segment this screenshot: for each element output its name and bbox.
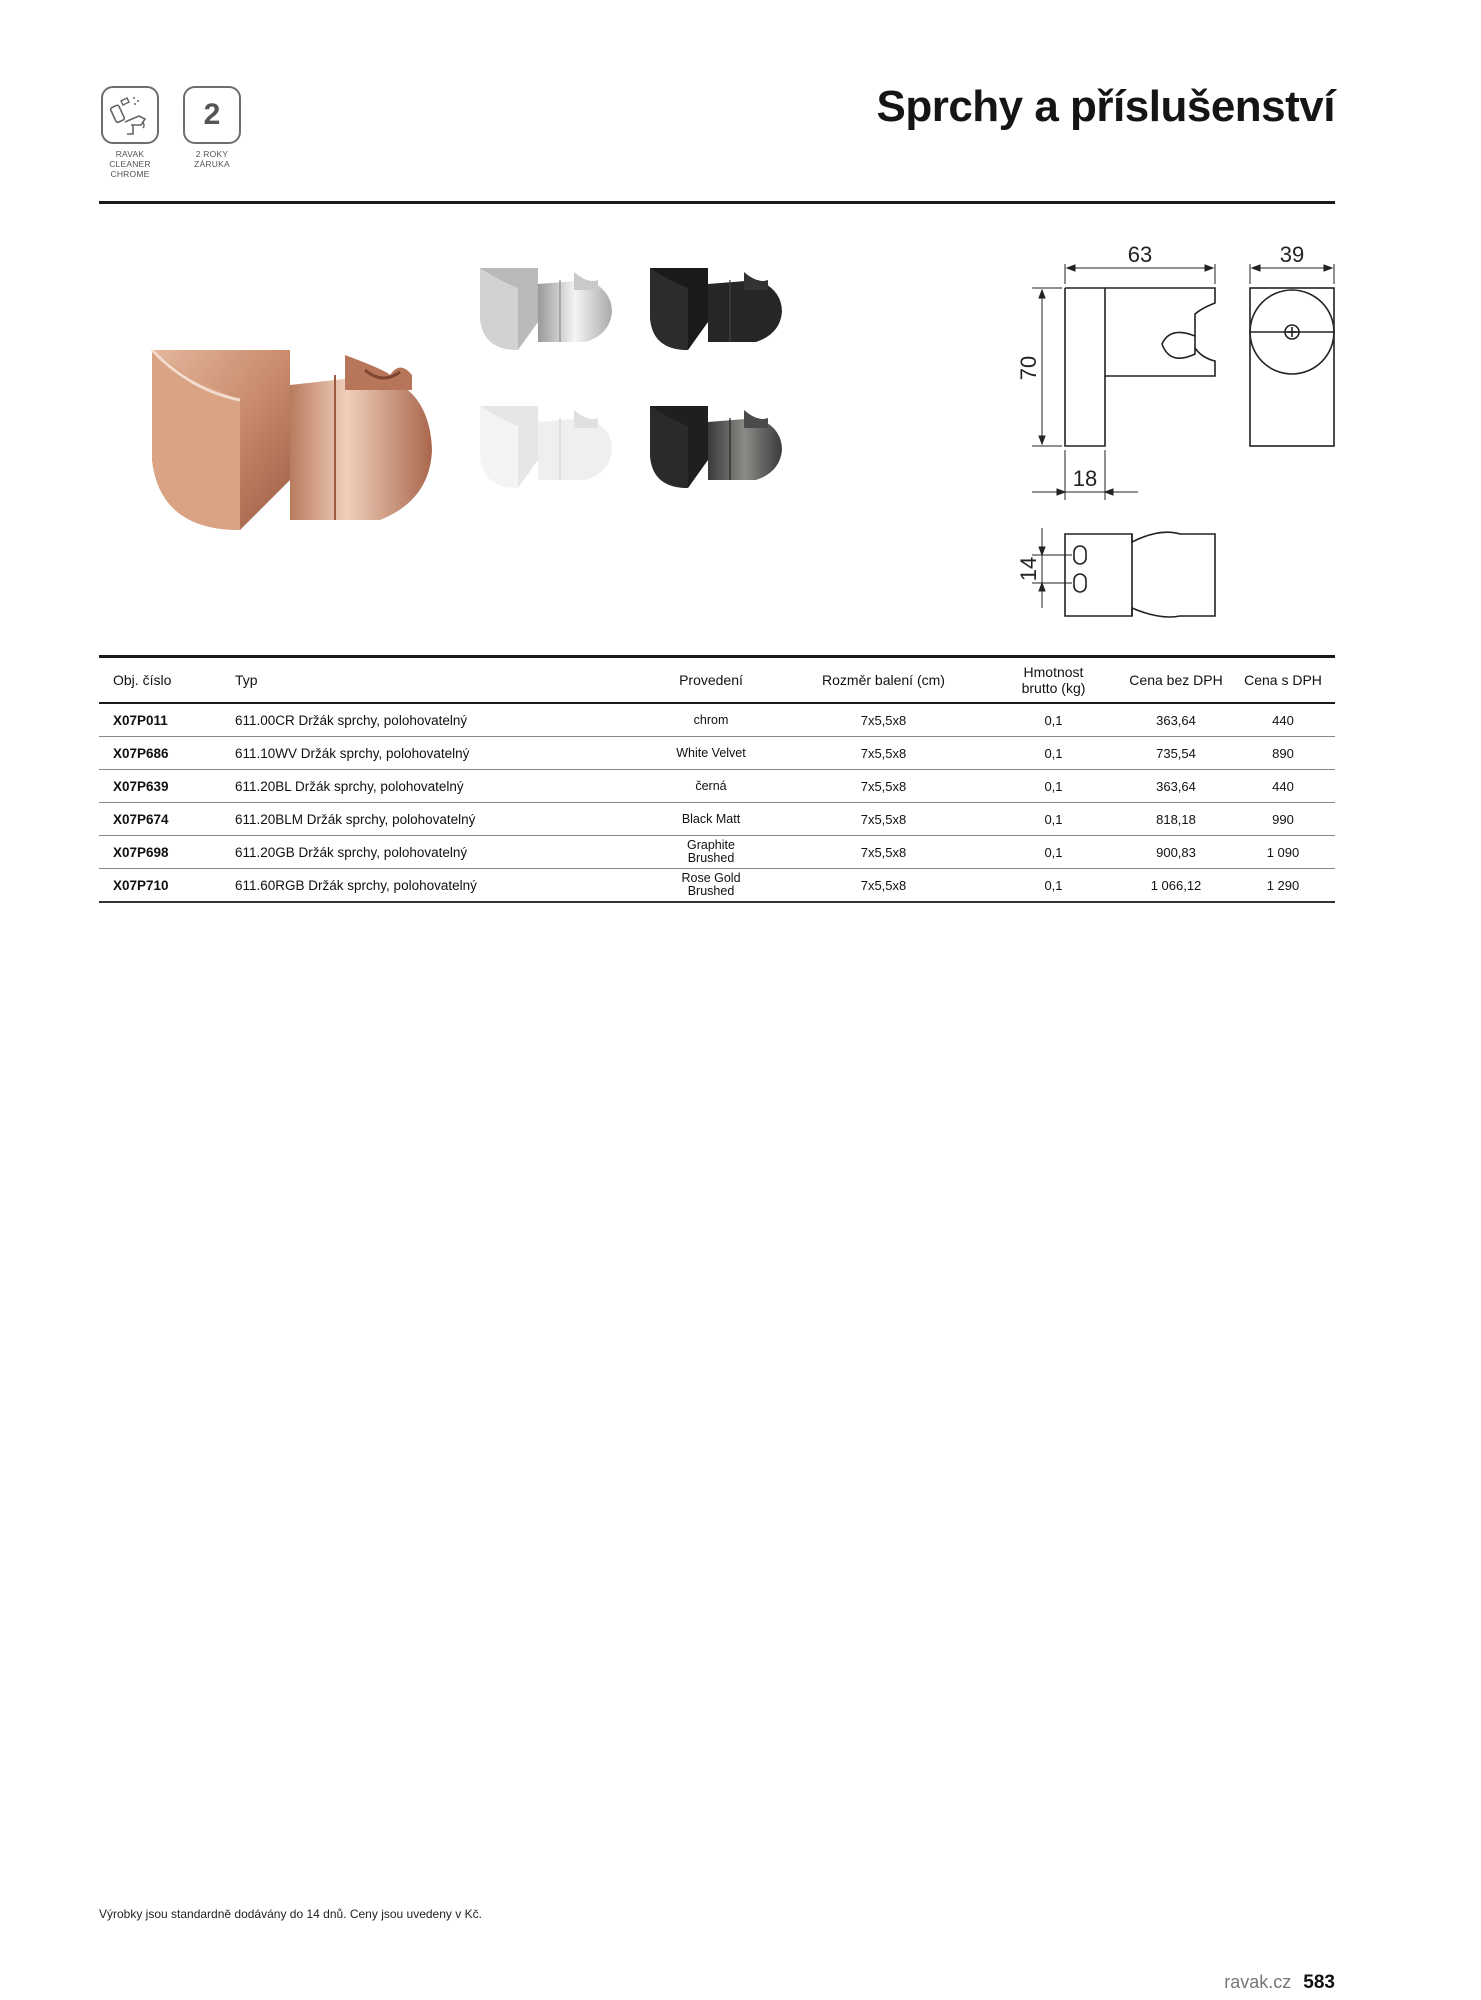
footnote: Výrobky jsou standardně dodávány do 14 dnů. Ceny jsou uvedeny v Kč.	[99, 1907, 482, 1921]
technical-drawing	[1010, 236, 1350, 636]
cell-type: 611.60RGB Držák sprchy, polohovatelný	[221, 869, 641, 903]
product-photo-graphite	[648, 400, 784, 496]
cell-finish: Black Matt	[641, 803, 781, 836]
dim-base-label: 18	[1072, 466, 1098, 491]
cell-type: 611.20BLM Držák sprchy, polohovatelný	[221, 803, 641, 836]
dim-height-label: 70	[1016, 355, 1041, 381]
cell-weight: 0,1	[986, 836, 1121, 869]
col-weight-header: Hmotnost brutto (kg)	[1021, 664, 1086, 696]
cell-weight: 0,1	[986, 803, 1121, 836]
cell-weight: 0,1	[986, 703, 1121, 737]
cell-code: X07P674	[99, 803, 221, 836]
cell-code: X07P011	[99, 703, 221, 737]
cell-package: 7x5,5x8	[781, 737, 986, 770]
cell-type: 611.10WV Držák sprchy, polohovatelný	[221, 737, 641, 770]
col-finish-header: Provedení	[679, 672, 743, 688]
site-link[interactable]: ravak.cz	[1224, 1972, 1292, 1992]
cell-price-net: 818,18	[1121, 803, 1231, 836]
col-price-gross-header: Cena s DPH	[1244, 672, 1322, 688]
col-price-net-header: Cena bez DPH	[1129, 672, 1223, 688]
col-package-header: Rozměr balení (cm)	[822, 672, 945, 688]
cell-weight: 0,1	[986, 737, 1121, 770]
cell-package: 7x5,5x8	[781, 803, 986, 836]
cell-weight: 0,1	[986, 869, 1121, 903]
title-divider	[99, 201, 1335, 204]
badge-caption: 2 ROKY ZÁRUKA	[194, 149, 230, 169]
cell-type: 611.20BL Držák sprchy, polohovatelný	[221, 770, 641, 803]
badge-frame	[101, 86, 159, 144]
page-footer	[1224, 1972, 1335, 1994]
table-row	[99, 869, 1335, 903]
badge-frame	[183, 86, 241, 144]
cell-type: 611.00CR Držák sprchy, polohovatelný	[221, 703, 641, 737]
cleaner-badge	[99, 86, 161, 179]
cell-code: X07P710	[99, 869, 221, 903]
cell-code: X07P698	[99, 836, 221, 869]
cell-price-gross: 440	[1231, 770, 1335, 803]
cell-price-gross: 440	[1231, 703, 1335, 737]
cell-code: X07P686	[99, 737, 221, 770]
page-number: 583	[1303, 1972, 1335, 1993]
cell-type: 611.20GB Držák sprchy, polohovatelný	[221, 836, 641, 869]
table-row	[99, 703, 1335, 737]
table-row	[99, 737, 1335, 770]
cell-package: 7x5,5x8	[781, 770, 986, 803]
cell-finish: černá	[641, 770, 781, 803]
table-header-row	[99, 657, 1335, 704]
cleaner-spray-icon	[107, 92, 153, 138]
cell-finish: White Velvet	[641, 737, 781, 770]
col-type-header: Typ	[235, 672, 258, 688]
cell-finish: Graphite Brushed	[641, 836, 781, 869]
cell-price-gross: 890	[1231, 737, 1335, 770]
badge-row	[99, 86, 243, 179]
cell-package: 7x5,5x8	[781, 703, 986, 737]
cell-price-gross: 1 090	[1231, 836, 1335, 869]
cell-price-net: 363,64	[1121, 770, 1231, 803]
table-row	[99, 836, 1335, 869]
table-row	[99, 803, 1335, 836]
badge-caption: RAVAK CLEANER CHROME	[109, 149, 151, 179]
warranty-years: 2	[203, 98, 221, 131]
dim-depth-label: 39	[1279, 242, 1305, 267]
table-row	[99, 770, 1335, 803]
page-title: Sprchy a příslušenství	[876, 82, 1335, 131]
product-photo-white	[478, 400, 614, 496]
cell-package: 7x5,5x8	[781, 869, 986, 903]
cell-finish: chrom	[641, 703, 781, 737]
cell-price-gross: 990	[1231, 803, 1335, 836]
product-photo-black	[648, 262, 784, 358]
cell-price-net: 735,54	[1121, 737, 1231, 770]
product-table	[99, 655, 1335, 903]
cell-finish: Rose Gold Brushed	[641, 869, 781, 903]
warranty-badge	[181, 86, 243, 179]
cell-price-gross: 1 290	[1231, 869, 1335, 903]
product-photo-rose-gold	[150, 330, 435, 540]
cell-price-net: 900,83	[1121, 836, 1231, 869]
col-code-header: Obj. číslo	[113, 672, 172, 688]
cell-weight: 0,1	[986, 770, 1121, 803]
cell-code: X07P639	[99, 770, 221, 803]
cell-package: 7x5,5x8	[781, 836, 986, 869]
product-photo-chrome	[478, 262, 614, 358]
cell-price-net: 1 066,12	[1121, 869, 1231, 903]
dim-width-label: 63	[1127, 242, 1153, 267]
cell-price-net: 363,64	[1121, 703, 1231, 737]
dim-holes-label: 14	[1016, 556, 1041, 582]
